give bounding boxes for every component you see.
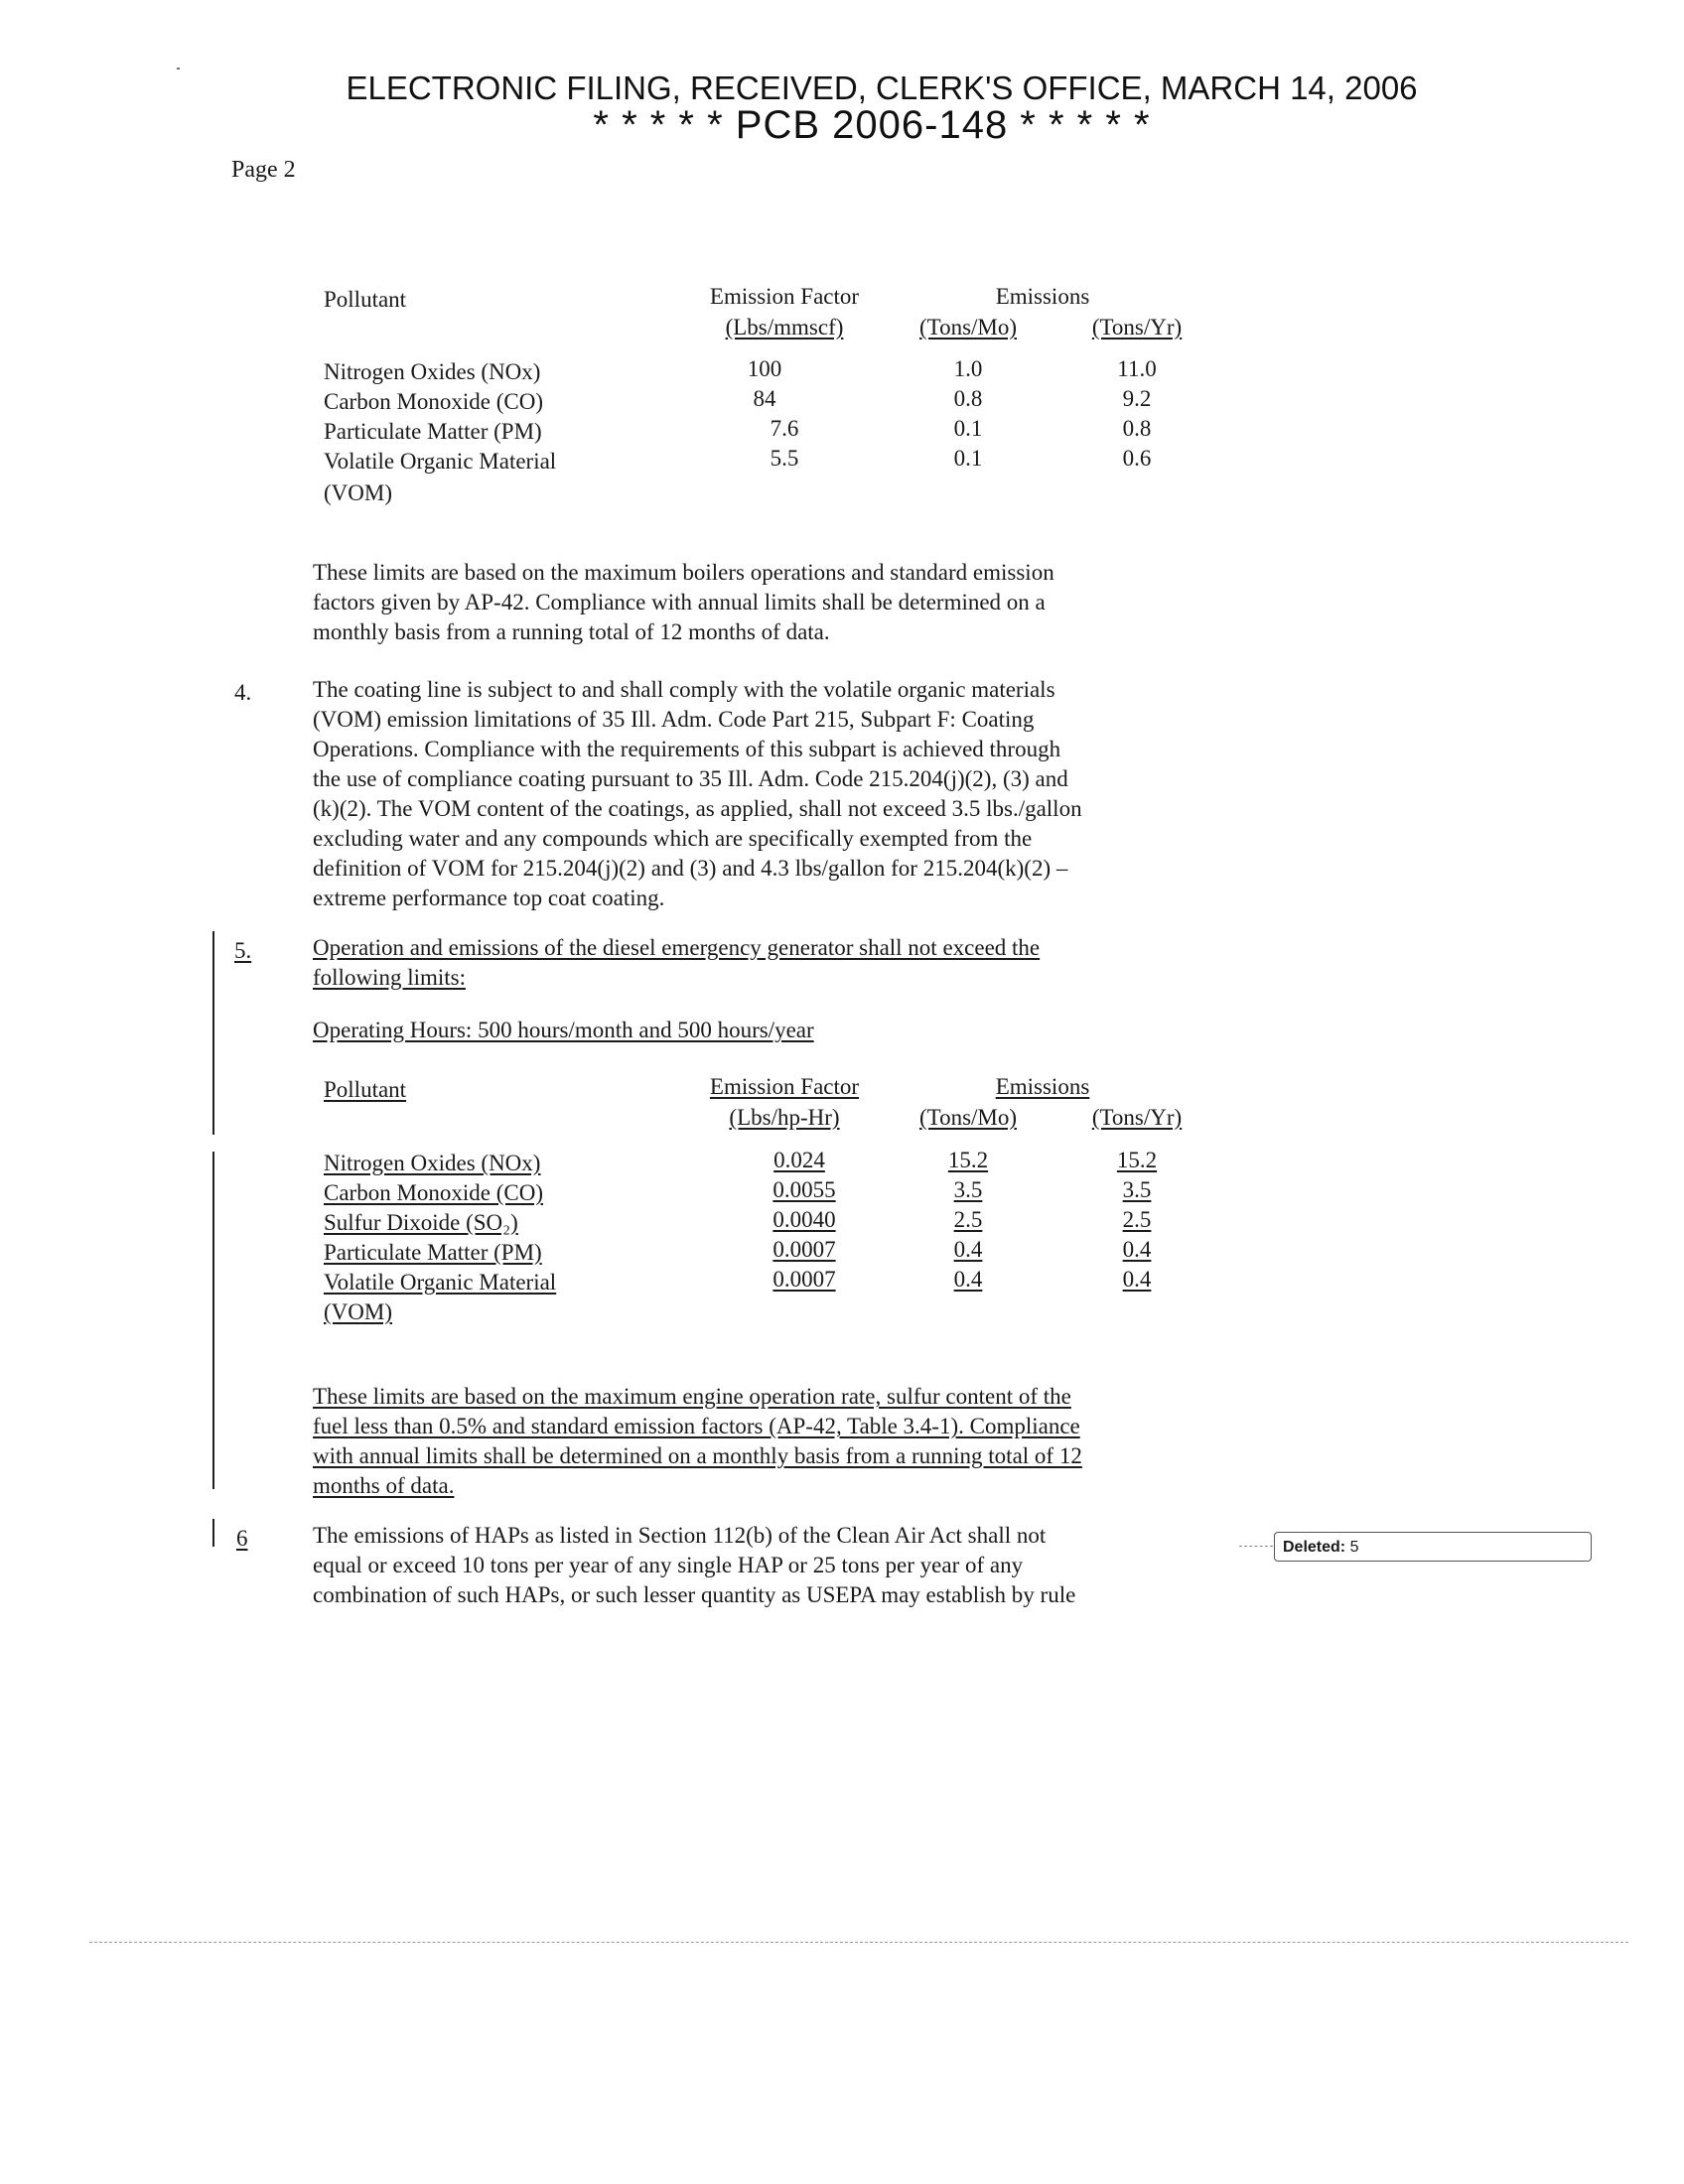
paragraph-line: the use of compliance coating pursuant to 35 Ill. Adm. Code 215.204(j)(2), (3) and	[313, 766, 1068, 791]
cell-yr: 11.0	[1117, 356, 1157, 381]
cell-yr: 3.5	[1122, 1177, 1152, 1202]
col-header-mo: (Tons/Mo)	[918, 1105, 1018, 1130]
paragraph-line: combination of such HAPs, or such lesser quantity as USEPA may establish by rule	[313, 1582, 1076, 1607]
cell-pollutant: Particulate Matter (PM)	[324, 419, 542, 444]
revision-bar	[212, 931, 214, 1135]
paragraph-line: with annual limits shall be determined on a monthly basis from a running total of 12	[313, 1443, 1082, 1468]
cell-factor: 0.0040	[772, 1207, 836, 1232]
col-header-mo: (Tons/Mo)	[918, 315, 1018, 340]
cell-factor: 7.6	[770, 416, 799, 441]
cell-mo: 0.1	[953, 446, 983, 471]
cell-pollutant: Carbon Monoxide (CO)	[324, 389, 544, 414]
cell-pollutant: Particulate Matter (PM)	[324, 1240, 542, 1265]
paragraph-line: equal or exceed 10 tons per year of any single HAP or 25 tons per year of any	[313, 1553, 1024, 1577]
cell-factor: 100	[747, 356, 782, 381]
col-header-pollutant: Pollutant	[324, 1077, 407, 1102]
paragraph-line: extreme performance top coat coating.	[313, 886, 665, 910]
paragraph-line: These limits are based on the maximum engine operation rate, sulfur content of the	[313, 1384, 1071, 1409]
paragraph-line: (k)(2). The VOM content of the coatings, as applied, shall not exceed 3.5 lbs./gallon	[313, 796, 1082, 821]
scan-artifact-line	[89, 1942, 1628, 1945]
paragraph-line: definition of VOM for 215.204(j)(2) and (3) and 4.3 lbs/gallon for 215.204(k)(2) –	[313, 856, 1068, 881]
paragraph-line: Operation and emissions of the diesel emergency generator shall not exceed the	[313, 935, 1041, 960]
cell-yr: 0.4	[1122, 1267, 1152, 1292]
cell-yr: 0.4	[1122, 1237, 1152, 1262]
condition-number: 6	[236, 1526, 248, 1551]
cell-pollutant: Sulfur Dixoide (SO₂)	[324, 1210, 518, 1235]
cell-mo: 0.4	[953, 1267, 983, 1292]
paragraph-line: The emissions of HAPs as listed in Section 112(b) of the Clean Air Act shall not	[313, 1523, 1047, 1548]
paragraph-line: (VOM) emission limitations of 35 Ill. Adm. Code Part 215, Subpart F: Coating	[313, 707, 1035, 732]
cell-factor: 84	[753, 386, 776, 411]
col-header-yr: (Tons/Yr)	[1091, 1105, 1183, 1130]
col-header-factor: Emission Factor	[709, 1074, 860, 1099]
paragraph-line: months of data.	[313, 1473, 455, 1498]
comment-connector	[1239, 1546, 1273, 1547]
cell-pollutant-cont: (VOM)	[324, 1299, 392, 1324]
cell-mo: 1.0	[953, 356, 983, 381]
cell-pollutant-cont: (VOM)	[324, 480, 392, 505]
cell-pollutant: Nitrogen Oxides (NOx)	[324, 359, 541, 384]
cell-yr: 2.5	[1122, 1207, 1152, 1232]
cell-yr: 0.8	[1122, 416, 1152, 441]
cell-pollutant: Nitrogen Oxides (NOx)	[324, 1151, 541, 1175]
cell-mo: 15.2	[947, 1148, 989, 1172]
paragraph-line: monthly basis from a running total of 12 months of data.	[313, 619, 830, 644]
operating-hours: Operating Hours: 500 hours/month and 500 hours/year	[313, 1018, 814, 1042]
cell-mo: 0.8	[953, 386, 983, 411]
comment-value: 5	[1349, 1539, 1359, 1556]
cell-yr: 0.6	[1122, 446, 1152, 471]
cell-mo: 0.4	[953, 1237, 983, 1262]
cell-factor: 0.0007	[772, 1237, 836, 1262]
revision-bar	[212, 1152, 214, 1489]
cell-yr: 9.2	[1122, 386, 1152, 411]
paragraph-line: These limits are based on the maximum boilers operations and standard emission	[313, 560, 1054, 585]
revision-bar	[212, 1519, 214, 1547]
comment-label: Deleted:	[1283, 1539, 1346, 1556]
paragraph-line: fuel less than 0.5% and standard emission factors (AP-42, Table 3.4-1). Compliance	[313, 1414, 1080, 1438]
cell-pollutant: Volatile Organic Material	[324, 1270, 557, 1295]
paragraph-line: Operations. Compliance with the requirements of this subpart is achieved through	[313, 737, 1061, 761]
cell-mo: 0.1	[953, 416, 983, 441]
col-header-emissions: Emissions	[995, 284, 1090, 309]
cell-pollutant: Carbon Monoxide (CO)	[324, 1180, 544, 1205]
condition-number: 4.	[234, 680, 252, 705]
col-header-pollutant: Pollutant	[324, 287, 407, 312]
cell-factor: 0.024	[773, 1148, 825, 1172]
col-header-yr: (Tons/Yr)	[1091, 315, 1183, 340]
cell-pollutant: Volatile Organic Material	[324, 449, 557, 474]
condition-number: 5.	[234, 938, 252, 963]
col-header-factor: Emission Factor	[709, 284, 860, 309]
case-number: * * * * * PCB 2006-148 * * * * *	[593, 103, 1151, 147]
cell-yr: 15.2	[1116, 1148, 1158, 1172]
cell-factor: 0.0007	[772, 1267, 836, 1292]
cell-mo: 2.5	[953, 1207, 983, 1232]
cell-mo: 3.5	[953, 1177, 983, 1202]
col-header-factor-unit: (Lbs/mmscf)	[725, 315, 844, 340]
deleted-comment-balloon[interactable]	[1274, 1532, 1592, 1562]
cell-factor: 5.5	[770, 446, 799, 471]
cell-factor: 0.0055	[772, 1177, 836, 1202]
paragraph-line: factors given by AP-42. Compliance with annual limits shall be determined on a	[313, 590, 1046, 614]
col-header-emissions: Emissions	[995, 1074, 1090, 1099]
col-header-factor-unit: (Lbs/hp-Hr)	[729, 1105, 840, 1130]
scan-artifact	[177, 68, 180, 69]
paragraph-line: The coating line is subject to and shall comply with the volatile organic materials	[313, 677, 1055, 702]
page-label: Page 2	[231, 157, 296, 183]
paragraph-line: excluding water and any compounds which are specifically exempted from the	[313, 826, 1033, 851]
filing-header: ELECTRONIC FILING, RECEIVED, CLERK'S OFFICE, MARCH 14, 2006	[346, 69, 1418, 106]
paragraph-line: following limits:	[313, 965, 466, 990]
